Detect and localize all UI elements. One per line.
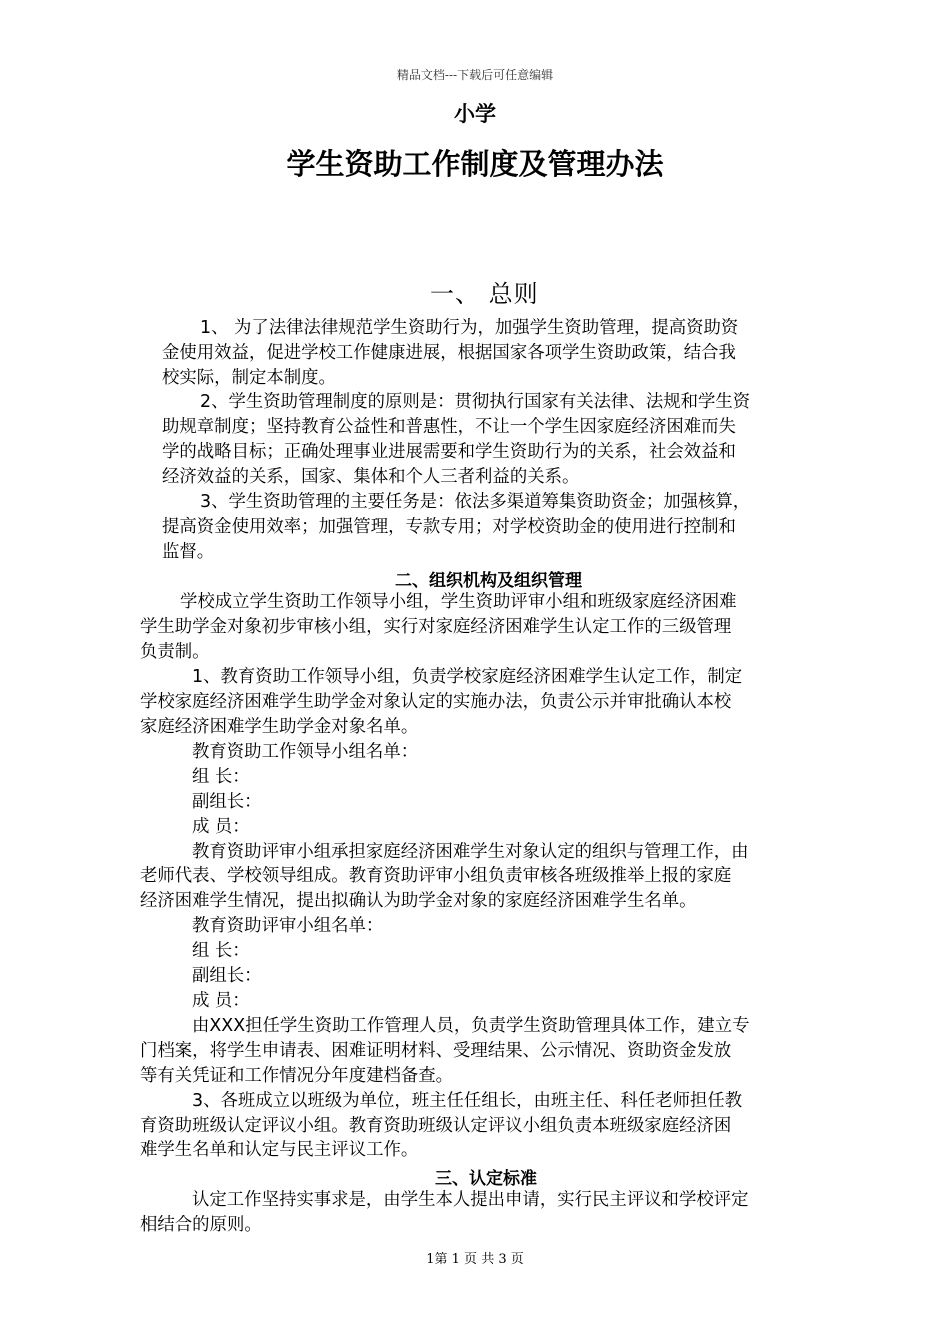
body-line: 教育资助评审小组承担家庭经济困难学生对象认定的组织与管理工作，由 <box>192 842 749 862</box>
title-line-1: 小学 <box>454 102 496 126</box>
body-line: 2、学生资助管理制度的原则是：贯彻执行国家有关法律、法规和学生资 <box>200 392 751 412</box>
page-footer: 1第 1 页 共 3 页 <box>426 1252 524 1267</box>
body-line: 1、教育资助工作领导小组，负责学校家庭经济困难学生认定工作，制定 <box>192 667 743 687</box>
body-line: 育资助班级认定评议小组。教育资助班级认定评议小组负责本班级家庭经济困 <box>140 1116 732 1136</box>
body-line: 老师代表、学校领导组成。教育资助评审小组负责审核各班级推举上报的家庭 <box>140 866 732 886</box>
body-line: 1、 为了法律法律规范学生资助行为，加强学生资助管理，提高资助资 <box>200 318 739 338</box>
body-line: 副组长： <box>192 966 262 986</box>
body-line: 提高资金使用效率；加强管理，专款专用；对学校资助金的使用进行控制和 <box>162 517 736 537</box>
body-line: 金使用效益，促进学校工作健康进展，根据国家各项学生资助政策，结合我 <box>162 343 736 363</box>
section-heading-organization: 二、组织机构及组织管理 <box>395 571 582 591</box>
body-line: 学校家庭经济困难学生助学金对象认定的实施办法，负责公示并审批确认本校 <box>140 692 732 712</box>
body-line: 认定工作坚持实事求是，由学生本人提出申请，实行民主评议和学校评定 <box>192 1190 749 1210</box>
body-line: 经济效益的关系，国家、集体和个人三者利益的关系。 <box>162 467 580 487</box>
body-line: 门档案，将学生申请表、困难证明材料、受理结果、公示情况、资助资金发放 <box>140 1041 732 1061</box>
body-line: 学生助学金对象初步审核小组，实行对家庭经济困难学生认定工作的三级管理 <box>140 617 732 637</box>
body-line: 组 长： <box>192 767 250 787</box>
body-line: 监督。 <box>162 542 215 562</box>
body-line: 由XXX担任学生资助工作管理人员，负责学生资助管理具体工作，建立专 <box>192 1016 750 1036</box>
body-line: 学的战略目标；正确处理事业进展需要和学生资助行为的关系，社会效益和 <box>162 442 736 462</box>
body-line: 组 长： <box>192 941 250 961</box>
document-title: 学生资助工作制度及管理办法 <box>286 147 664 181</box>
body-line: 副组长： <box>192 792 262 812</box>
body-line: 成 员： <box>192 991 250 1011</box>
body-line: 难学生名单和认定与民主评议工作。 <box>140 1140 419 1160</box>
section-heading-criteria: 三、认定标准 <box>435 1169 537 1189</box>
body-line: 助规章制度；坚持教育公益性和普惠性，不让一个学生因家庭经济困难而失 <box>162 417 736 437</box>
body-line: 负责制。 <box>140 642 210 662</box>
body-line: 教育资助评审小组名单： <box>192 916 384 936</box>
body-line: 3、各班成立以班级为单位，班主任任组长，由班主任、科任老师担任教 <box>192 1091 743 1111</box>
body-line: 教育资助工作领导小组名单： <box>192 742 419 762</box>
body-line: 3、学生资助管理的主要任务是：依法多渠道筹集资助资金；加强核算， <box>200 492 751 512</box>
page-header: 精品文档---下载后可任意编辑 <box>396 68 554 82</box>
body-line: 家庭经济困难学生助学金对象名单。 <box>140 717 419 737</box>
body-line: 经济困难学生情况，提出拟确认为助学金对象的家庭经济困难学生名单。 <box>140 891 697 911</box>
body-line: 等有关凭证和工作情况分年度建档备查。 <box>140 1066 454 1086</box>
body-line: 学校成立学生资助工作领导小组，学生资助评审小组和班级家庭经济困难 <box>180 592 737 612</box>
section-heading-general: 一、 总则 <box>430 280 539 308</box>
body-line: 成 员： <box>192 817 250 837</box>
body-line: 相结合的原则。 <box>140 1215 262 1235</box>
body-line: 校实际，制定本制度。 <box>162 368 336 388</box>
